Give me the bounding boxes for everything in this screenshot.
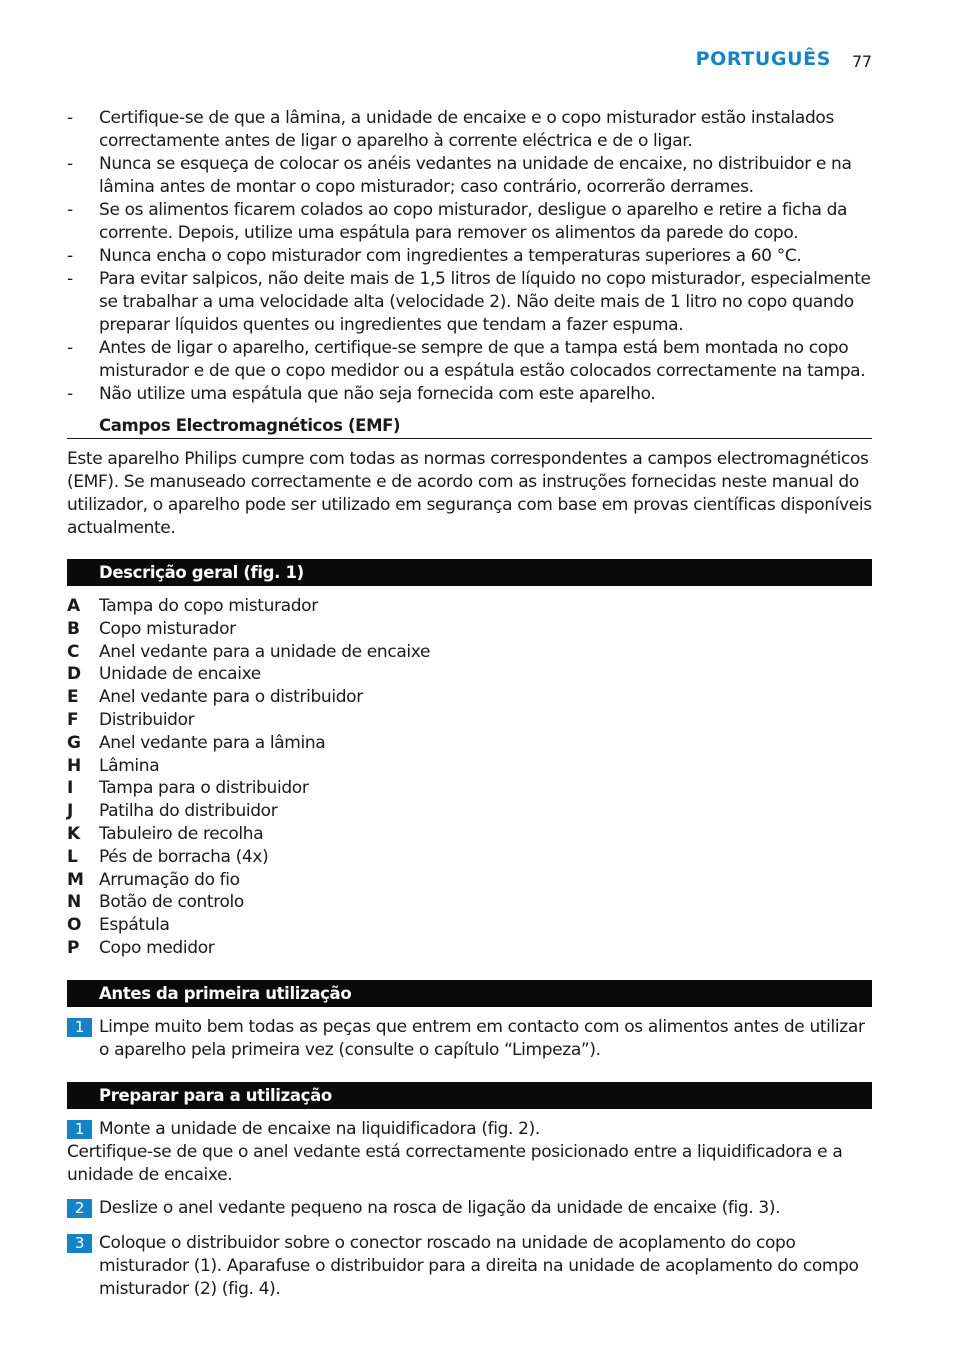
language-header: PORTUGUÊS: [695, 48, 831, 70]
safety-bullet-list: [67, 107, 877, 406]
list-item: [67, 337, 877, 383]
bullet-dash: -: [67, 246, 73, 266]
emf-heading-text: Campos Electromagnéticos (EMF): [99, 416, 401, 435]
list-item: [67, 618, 430, 641]
list-item: [67, 709, 430, 732]
part-label: Copo misturador: [99, 618, 236, 639]
part-letter: C: [67, 641, 80, 662]
step-text: Deslize o anel vedante pequeno na rosca de ligação da unidade de encaixe (fig. 3).: [99, 1198, 781, 1218]
step-text: Monte a unidade de encaixe na liquidificadora (fig. 2).: [99, 1119, 540, 1139]
step-text: Limpe muito bem todas as peças que entrem em contacto com os alimentos antes de utilizar o aparelho pela primeira vez (consulte o capítulo “Limpeza”).: [99, 1017, 865, 1060]
list-item: [67, 777, 430, 800]
first-use-heading: Antes da primeira utilização: [99, 984, 352, 1003]
bullet-dash: -: [67, 384, 73, 404]
part-label: Unidade de encaixe: [99, 664, 261, 685]
list-item: [67, 732, 430, 755]
preparing-section-bar: [67, 1082, 872, 1109]
part-label: Pés de borracha (4x): [99, 846, 269, 867]
list-item: [67, 595, 430, 618]
part-letter: K: [67, 823, 80, 844]
bullet-dash: -: [67, 154, 73, 174]
part-label: Anel vedante para a lâmina: [99, 732, 326, 753]
part-letter: B: [67, 618, 80, 639]
part-letter: J: [67, 801, 73, 822]
part-letter: L: [67, 846, 78, 867]
part-label: Tabuleiro de recolha: [99, 823, 264, 844]
part-label: Arrumação do fio: [99, 869, 240, 890]
bullet-text: Certifique-se de que a lâmina, a unidade de encaixe e o copo misturador estão instalados correctamente antes de ligar o aparelho à corrente eléctrica e de o ligar.: [99, 108, 834, 151]
page-number: 77: [852, 52, 872, 71]
part-letter: H: [67, 755, 81, 776]
part-label: Lâmina: [99, 755, 160, 776]
part-letter: G: [67, 732, 81, 753]
list-item: [67, 383, 877, 406]
part-letter: A: [67, 596, 80, 616]
overview-section-bar: [67, 559, 872, 586]
bullet-text: Antes de ligar o aparelho, certifique-se sempre de que a tampa está bem montada no copo misturador e de que o copo medidor ou a espátula estão colocados correctamente na tampa.: [99, 338, 866, 381]
part-letter: F: [67, 709, 79, 730]
list-item: [67, 937, 430, 960]
preparing-step-1: [67, 1118, 877, 1141]
part-letter: D: [67, 664, 81, 685]
bullet-dash: -: [67, 200, 73, 220]
part-label: Espátula: [99, 915, 170, 936]
bullet-text: Se os alimentos ficarem colados ao copo misturador, desligue o aparelho e retire a ficha da corrente. Depois, utilize uma espátula para remover os alimentos da parede do copo.: [99, 200, 848, 243]
part-label: Patilha do distribuidor: [99, 801, 278, 822]
list-item: [67, 869, 430, 892]
part-letter: P: [67, 937, 80, 958]
overview-heading: Descrição geral (fig. 1): [99, 563, 304, 582]
list-item: [67, 891, 430, 914]
emf-section-heading: [67, 414, 872, 439]
part-label: Botão de controlo: [99, 892, 244, 913]
part-letter: M: [67, 869, 84, 890]
bullet-dash: -: [67, 338, 73, 358]
step-text: Coloque o distribuidor sobre o conector roscado na unidade de acoplamento do copo misturador (1). Aparafuse o distribuidor para a direita na unidade de acoplamento do compo misturador (2) (fig. 4).: [99, 1233, 859, 1299]
step-number-badge: 3: [67, 1234, 92, 1253]
list-item: [67, 663, 430, 686]
part-label: Anel vedante para o distribuidor: [99, 687, 363, 708]
list-item: [67, 686, 430, 709]
preparing-note: Certifique-se de que o anel vedante está correctamente posicionado entre a liquidificadora e a unidade de encaixe.: [67, 1142, 843, 1185]
preparing-step-3: [67, 1232, 877, 1301]
list-item: [67, 107, 877, 153]
list-item: [67, 199, 877, 245]
bullet-text: Não utilize uma espátula que não seja fornecida com este aparelho.: [99, 384, 656, 404]
part-label: Anel vedante para a unidade de encaixe: [99, 641, 431, 662]
list-item: [67, 755, 430, 778]
first-use-step-1: [67, 1016, 877, 1062]
list-item: [67, 641, 430, 664]
list-item: [67, 914, 430, 937]
step-number-badge: 2: [67, 1199, 92, 1218]
bullet-text: Nunca se esqueça de colocar os anéis vedantes na unidade de encaixe, no distribuidor e na lâmina antes de montar o copo misturador; caso contrário, ocorrerão derrames.: [99, 154, 852, 197]
preparing-heading: Preparar para a utilização: [99, 1086, 332, 1105]
part-label: Distribuidor: [99, 709, 195, 730]
bullet-text: Para evitar salpicos, não deite mais de 1,5 litros de líquido no copo misturador, especialmente se trabalhar a uma velocidade alta (velocidade 2). Não deite mais de 1 litro no copo quando preparar líquidos quentes ou ingredientes que tendam a fazer espuma.: [99, 269, 871, 335]
list-item: [67, 245, 877, 268]
bullet-dash: -: [67, 108, 73, 128]
part-label: Copo medidor: [99, 937, 215, 958]
part-letter: N: [67, 892, 81, 913]
first-use-section-bar: [67, 980, 872, 1007]
emf-paragraph: Este aparelho Philips cumpre com todas as normas correspondentes a campos electromagnéticos (EMF). Se manuseado correctamente e de acordo com as instruções fornecidas neste manual do utilizador, o aparelho pode ser utilizado em segurança com base em provas científicas disponíveis actualmente.: [67, 449, 872, 538]
part-letter: O: [67, 915, 82, 936]
bullet-text: Nunca encha o copo misturador com ingredientes a temperaturas superiores a 60 °C.: [99, 246, 802, 266]
list-item: [67, 153, 877, 199]
part-label: Tampa para o distribuidor: [99, 778, 309, 799]
step-number-badge: 1: [67, 1120, 92, 1139]
list-item: [67, 846, 430, 869]
list-item: [67, 800, 430, 823]
part-letter: I: [67, 778, 73, 799]
part-label: Tampa do copo misturador: [99, 596, 318, 616]
preparing-step-2: [67, 1197, 877, 1220]
part-letter: E: [67, 687, 79, 708]
list-item: [67, 823, 430, 846]
bullet-dash: -: [67, 269, 73, 289]
parts-list: [67, 595, 430, 960]
step-number-badge: 1: [67, 1018, 92, 1037]
list-item: [67, 268, 877, 337]
